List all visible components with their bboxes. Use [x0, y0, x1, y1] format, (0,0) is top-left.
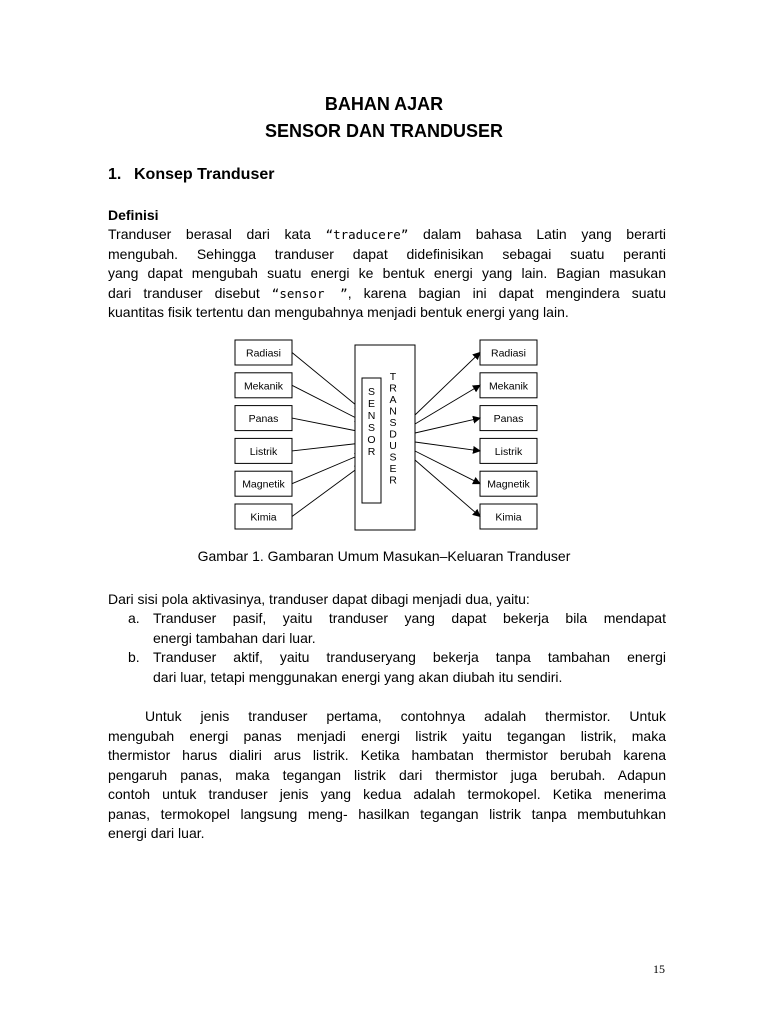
input-label: Kimia — [250, 511, 277, 524]
paragraph-line: pengaruh panas, maka tegangan listrik dari thermistor juga berubah. Adapun — [108, 766, 666, 783]
list-marker: a. — [128, 610, 140, 626]
output-label: Listrik — [494, 445, 523, 458]
text-run: Tranduser berasal dari kata — [108, 226, 326, 242]
quoted-term: “traducere” — [325, 227, 409, 242]
input-arrow — [292, 353, 362, 411]
input-label: Mekanik — [243, 380, 284, 393]
paragraph-line: Dari sisi pola aktivasinya, tranduser dapat dibagi menjadi dua, yaitu: — [108, 591, 530, 607]
paragraph-line: thermistor harus dialiri arus listrik. Ketika hambatan thermistor berubah karena — [108, 747, 666, 763]
paragraph-line — [108, 284, 666, 304]
text-run: dalam bahasa Latin yang berarti — [408, 226, 666, 242]
transduser-letter: S — [389, 451, 397, 464]
paragraph-line: yang dapat mengubah suatu energi ke bentuk energi yang lain. Bagian masukan — [108, 265, 666, 281]
output-label: Panas — [493, 413, 524, 426]
paragraph-examples — [108, 707, 666, 844]
section-heading — [108, 165, 274, 185]
paragraph-line: kuantitas fisik tertentu dan mengubahnya menjadi bentuk energi yang lain. — [108, 304, 569, 320]
input-arrow — [292, 465, 362, 517]
paragraph-activation — [108, 590, 666, 610]
input-label: Radiasi — [245, 347, 282, 360]
output-arrow — [415, 442, 480, 451]
subheading-definisi: Definisi — [108, 207, 159, 223]
output-arrow — [415, 353, 480, 416]
paragraph-line: contoh untuk tranduser jenis yang kedua adalah termokopel. Ketika menerima — [108, 786, 666, 802]
text-run: , karena bagian ini dapat mengindera suatu — [347, 284, 666, 301]
output-label: Radiasi — [490, 347, 527, 360]
output-label: Magnetik — [487, 478, 530, 491]
paragraph-line: mengubah. Sehingga tranduser dapat didefinisikan sebagai suatu peranti — [108, 245, 666, 262]
list-line: dari luar, tetapi menggunakan energi yang akan diubah itu sendiri. — [153, 668, 563, 685]
input-arrow — [292, 385, 362, 421]
sensor-letter: S — [367, 386, 376, 398]
paragraph-definition — [108, 225, 666, 323]
paragraph-line — [108, 225, 666, 245]
page-number: 15 — [653, 962, 665, 976]
input-arrow — [292, 443, 362, 451]
sensor-letter: N — [367, 410, 376, 422]
section-number: 1. — [108, 166, 122, 183]
text-run: dari tranduser disebut — [108, 284, 272, 301]
list-line: Tranduser aktif, yaitu tranduseryang bekerja tanpa tambahan energi — [153, 649, 666, 665]
paragraph-line: Untuk jenis tranduser pertama, contohnya adalah thermistor. Untuk — [145, 708, 666, 724]
input-arrow — [292, 454, 362, 484]
sensor-letter: R — [367, 446, 376, 458]
list-line: energi tambahan dari luar. — [153, 629, 316, 646]
paragraph-line: mengubah energi panas menjadi energi listrik yaitu tegangan listrik, maka — [108, 727, 666, 744]
transduser-letter: R — [389, 474, 397, 487]
transduser-letter: D — [389, 428, 397, 441]
list-marker: b. — [128, 649, 140, 665]
input-label: Listrik — [249, 445, 278, 458]
figure-caption: Gambar 1. Gambaran Umum Masukan–Keluaran Tranduser — [197, 548, 571, 564]
transduser-letter: T — [389, 371, 397, 383]
transducer-diagram — [230, 335, 542, 535]
quoted-term: “sensor ” — [271, 285, 348, 301]
output-label: Mekanik — [488, 380, 529, 393]
transduser-letter: N — [389, 405, 397, 418]
sensor-letter: S — [367, 422, 376, 434]
section-title: Konsep Tranduser — [134, 166, 275, 183]
transduser-letter: E — [389, 463, 397, 475]
sensor-letter: E — [367, 398, 376, 410]
output-arrow — [415, 418, 480, 433]
paragraph-line: energi dari luar. — [108, 825, 205, 841]
output-arrow — [415, 385, 480, 424]
output-arrow — [415, 460, 480, 517]
input-label: Panas — [248, 413, 279, 426]
input-label: Magnetik — [242, 478, 285, 491]
list-line: Tranduser pasif, yaitu tranduser yang dapat bekerja bila mendapat — [153, 610, 666, 626]
doc-title-line2: SENSOR DAN TRANDUSER — [264, 121, 504, 141]
paragraph-line: panas, termokopel langsung meng- hasilkan tegangan listrik tanpa membutuhkan — [108, 805, 666, 822]
sensor-letter: O — [367, 434, 376, 446]
doc-title-line1: BAHAN AJAR — [324, 94, 444, 114]
output-arrow — [415, 451, 480, 484]
transduser-letter: U — [389, 440, 397, 452]
input-arrow — [292, 418, 362, 432]
transduser-letter: A — [389, 394, 397, 406]
transduser-letter: S — [389, 417, 397, 429]
output-label: Kimia — [495, 511, 522, 524]
transduser-letter: R — [389, 382, 397, 395]
